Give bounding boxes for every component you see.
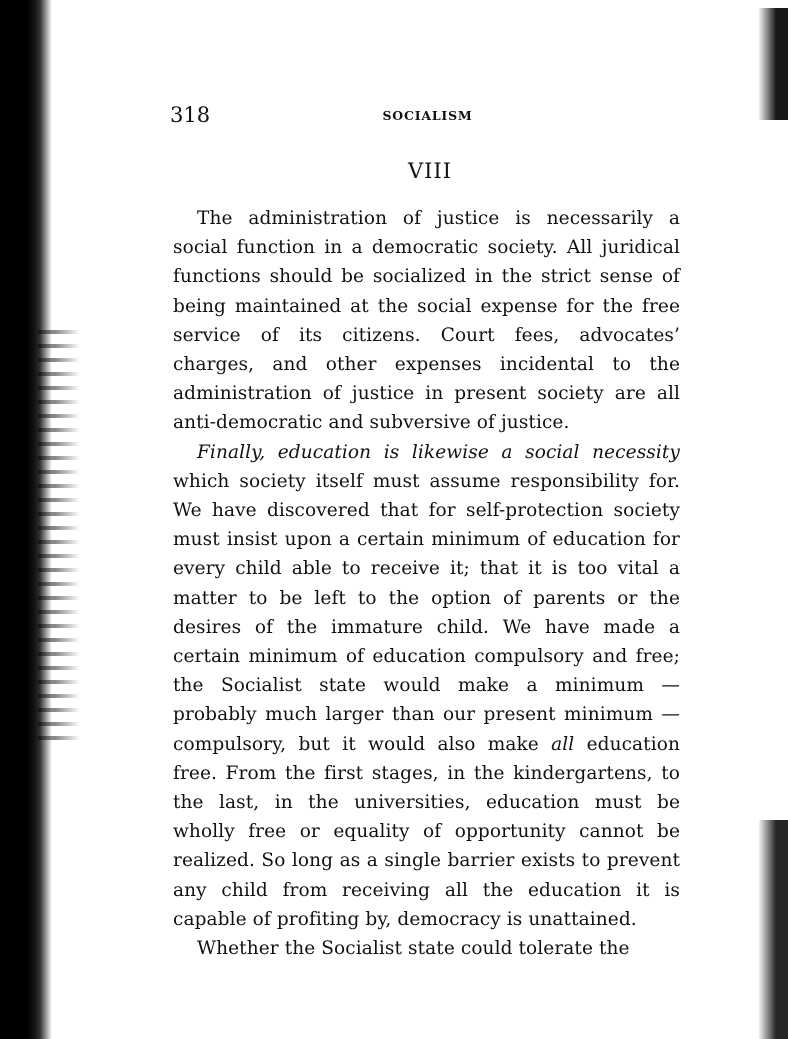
paragraph-justice: The administration of justice is necessarily a social function in a democratic society. All juridical functions should be socialized in the strict sense of being maintained at the social expense for the free service of its citizens. Court fees, advocates’ charges, and other expenses incidental to the administration of justice in present society are all anti-democratic and subversive of justice. [173,208,680,434]
page-number: 318 [170,103,211,127]
text-italic-finally: Finally, education is likewise a social necessity [197,441,680,463]
scan-right-edge-shadow [758,0,788,1039]
text-education-part-2: education free. From the first stages, in the kindergartens, to the last, in the universities, education must be wholly free or equality of opportunity cannot be realized. So long as a single barrier exists to prevent any child from receiving all the education it is capable of profiting by, democracy is unattained. [173,733,680,930]
paragraph-education [173,438,680,934]
text-education-part-1: which society itself must assume responsibility for. We have discovered that for self-protection society must insist upon a certain minimum of education for every child able to receive it; that it is too vital a matter to be left to the option of parents or the desires of the immature child. We have made a certain minimum of education compulsory and free; the Socialist state would make a minimum — probably much larger than our present minimum — compulsory, but it would also make [173,470,680,755]
scan-ink-bleed [38,330,80,750]
section-heading: VIII [407,159,453,183]
body-text [173,204,680,963]
text-italic-all: all [551,733,575,755]
running-title: SOCIALISM [382,108,473,123]
paragraph-socialist-state: Whether the Socialist state could tolerate the [197,938,630,960]
